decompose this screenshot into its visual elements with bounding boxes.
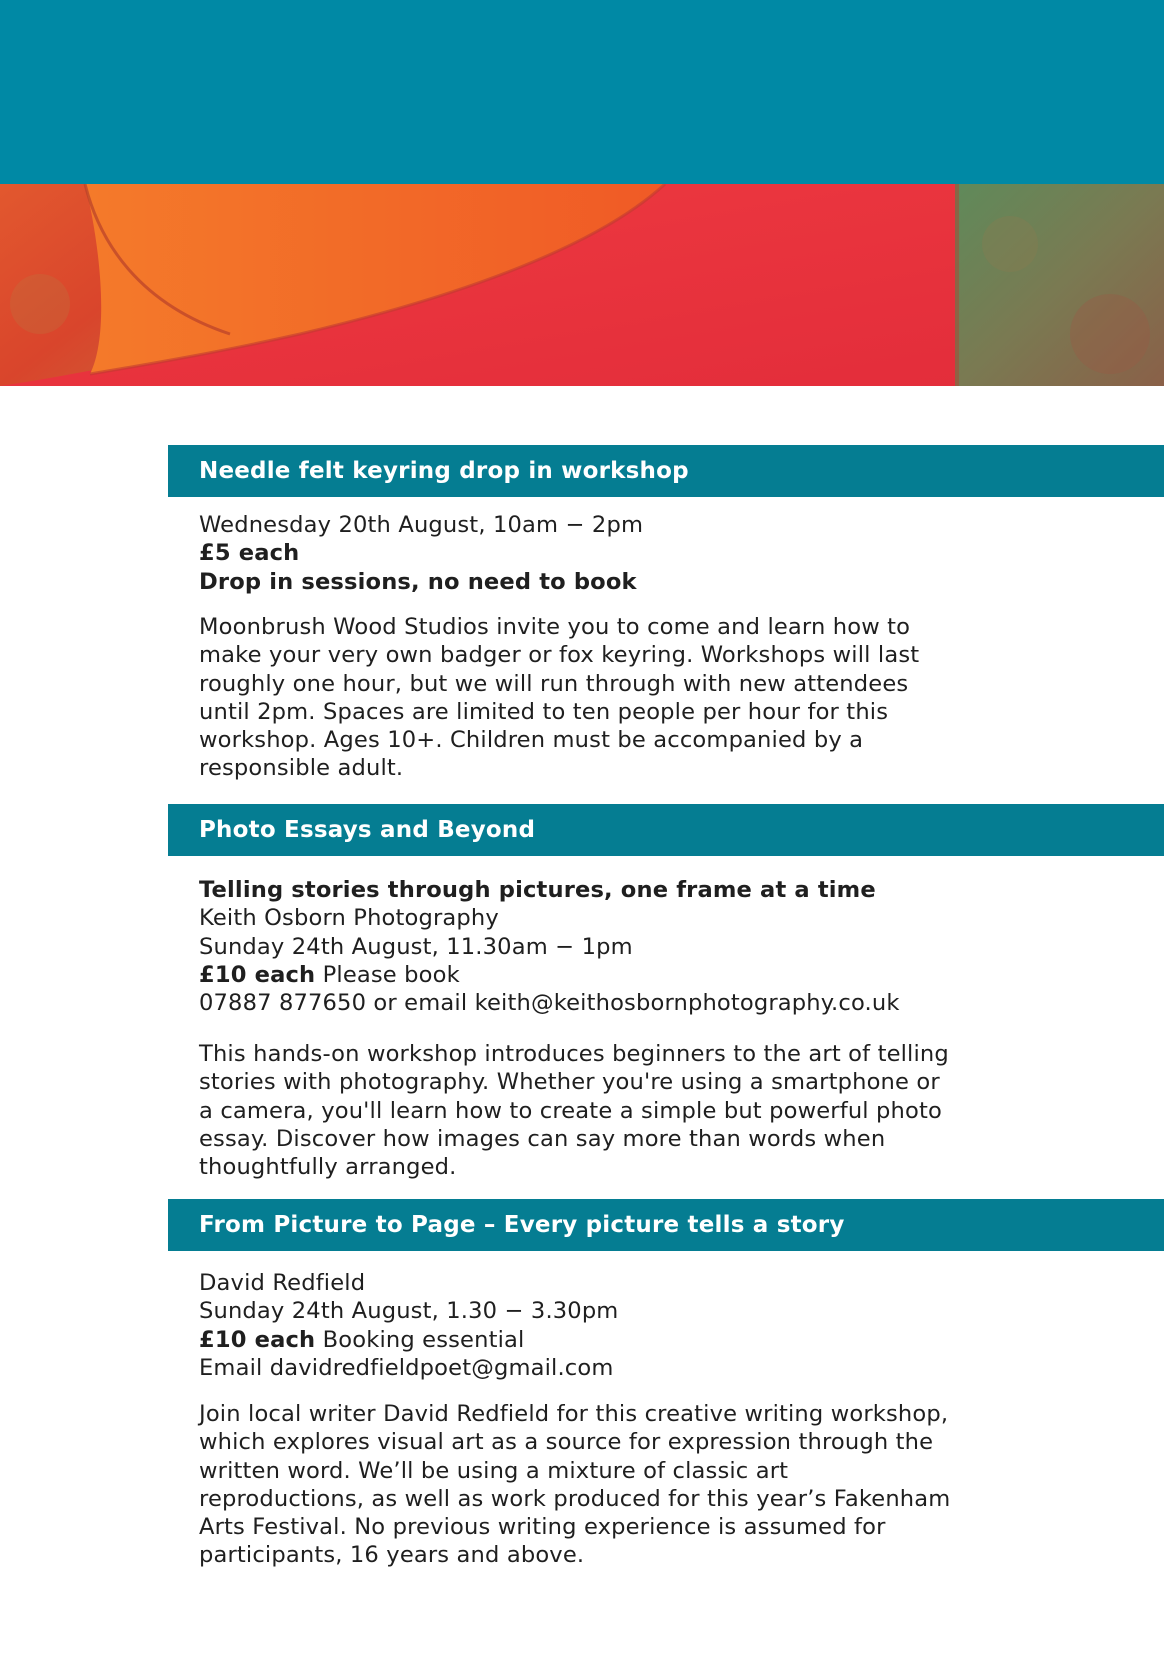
section-details-photo-essays bbox=[199, 876, 999, 1017]
event-price: £5 each bbox=[199, 540, 300, 567]
section-description-photo-essays bbox=[199, 1040, 999, 1181]
description-line: thoughtfully arranged. bbox=[199, 1154, 457, 1181]
event-booking: Booking essential bbox=[315, 1326, 525, 1353]
event-price: £10 each bbox=[199, 1326, 316, 1353]
description-line: This hands-on workshop introduces beginners to the art of telling bbox=[199, 1041, 949, 1067]
description-line: roughly one hour, but we will run through with new attendees bbox=[199, 670, 909, 697]
section-title: Needle felt keyring drop in workshop bbox=[199, 458, 689, 484]
event-booking: Drop in sessions, no need to book bbox=[199, 568, 637, 595]
event-price-line bbox=[199, 961, 999, 989]
description-line: workshop. Ages 10+. Children must be accompanied by a bbox=[199, 727, 864, 754]
event-contact: Email davidredfieldpoet@gmail.com bbox=[199, 1354, 614, 1381]
description-line: Arts Festival. No previous writing experience is assumed for bbox=[199, 1514, 886, 1541]
event-datetime: Wednesday 20th August, 10am − 2pm bbox=[199, 512, 644, 538]
section-details-needle-felt bbox=[199, 511, 999, 596]
description-line: Moonbrush Wood Studios invite you to come and learn how to bbox=[199, 614, 911, 640]
description-line: make your very own badger or fox keyring. Workshops will last bbox=[199, 642, 920, 669]
section-details-picture-to-page bbox=[199, 1269, 999, 1382]
event-host: Keith Osborn Photography bbox=[199, 905, 499, 932]
event-booking: Please book bbox=[315, 961, 460, 988]
painting-artwork bbox=[0, 184, 1164, 386]
event-tagline: Telling stories through pictures, one frame at a time bbox=[199, 877, 876, 903]
description-line: participants, 16 years and above. bbox=[199, 1542, 585, 1569]
section-description-picture-to-page bbox=[199, 1400, 999, 1570]
description-line: until 2pm. Spaces are limited to ten people per hour for this bbox=[199, 698, 889, 725]
section-header-picture-to-page bbox=[168, 1199, 1164, 1251]
event-contact: 07887 877650 or email keith@keithosbornphotography.co.uk bbox=[199, 990, 900, 1017]
description-line: which explores visual art as a source for expression through the bbox=[199, 1429, 934, 1456]
section-header-needle-felt bbox=[168, 445, 1164, 497]
section-header-photo-essays bbox=[168, 804, 1164, 856]
description-line: a camera, you'll learn how to create a simple but powerful photo bbox=[199, 1097, 942, 1124]
description-line: written word. We’ll be using a mixture of classic art bbox=[199, 1457, 789, 1484]
event-price: £10 each bbox=[199, 961, 316, 988]
header-color-band bbox=[0, 0, 1164, 184]
description-line: stories with photography. Whether you're using a smartphone or bbox=[199, 1069, 940, 1096]
abstract-painting-banner bbox=[0, 184, 1164, 386]
description-line: reproductions, as well as work produced for this year’s Fakenham bbox=[199, 1485, 951, 1512]
section-title: From Picture to Page – Every picture tells a story bbox=[199, 1212, 845, 1238]
event-price-line bbox=[199, 1326, 999, 1354]
description-line: responsible adult. bbox=[199, 755, 404, 782]
section-title: Photo Essays and Beyond bbox=[199, 817, 536, 843]
section-description-needle-felt bbox=[199, 613, 999, 783]
event-datetime: Sunday 24th August, 1.30 − 3.30pm bbox=[199, 1298, 619, 1325]
description-line: essay. Discover how images can say more than words when bbox=[199, 1125, 886, 1152]
event-host: David Redfield bbox=[199, 1270, 366, 1296]
event-datetime: Sunday 24th August, 11.30am − 1pm bbox=[199, 933, 633, 960]
description-line: Join local writer David Redfield for this creative writing workshop, bbox=[199, 1401, 949, 1427]
